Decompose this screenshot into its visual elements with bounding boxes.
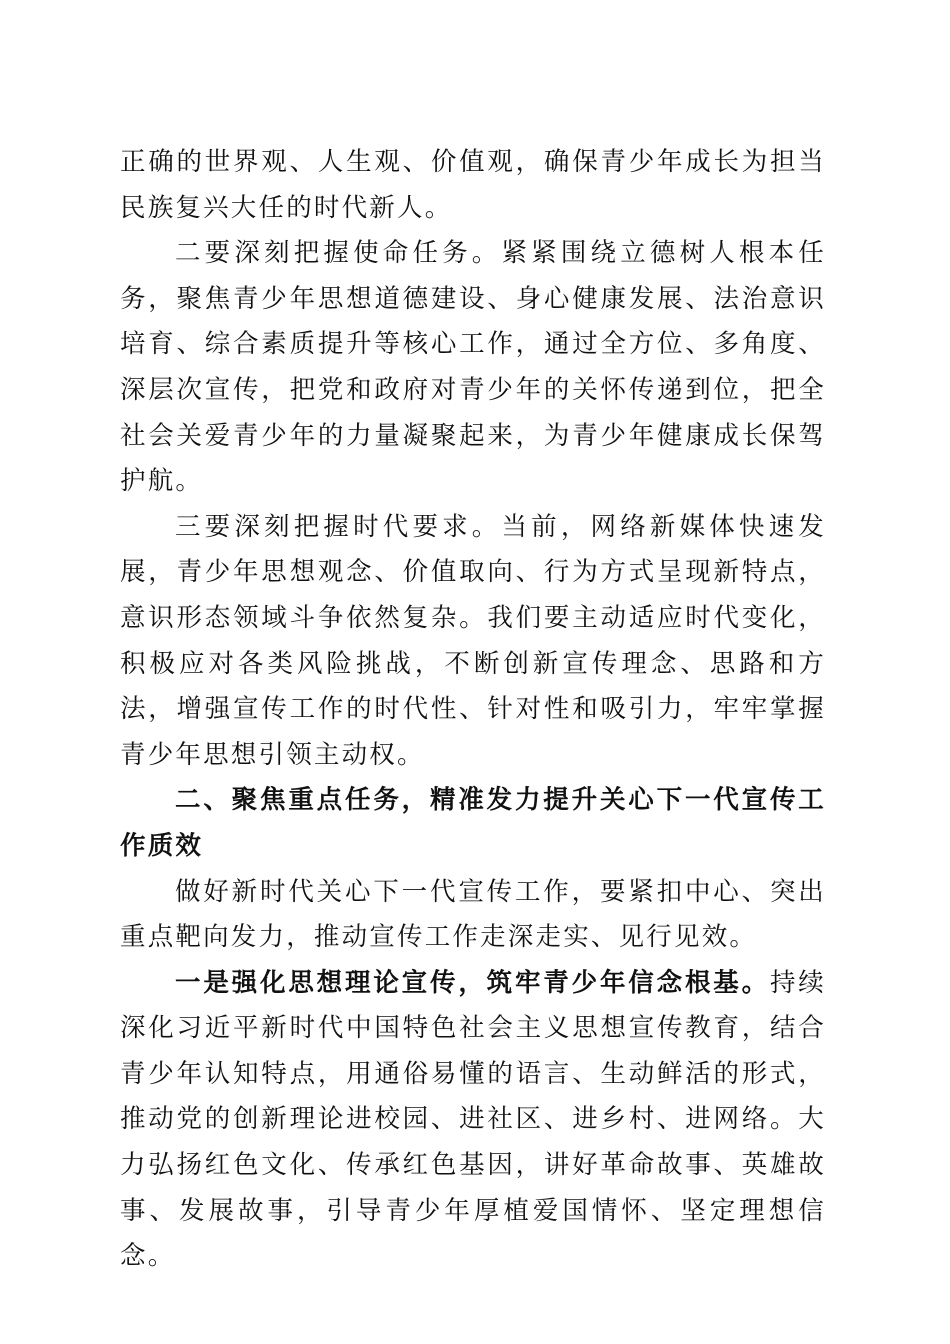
paragraph-theory-publicity: [120, 961, 826, 1280]
paragraph-era-requirement: 三要深刻把握时代要求。当前，网络新媒体快速发展，青少年思想观念、价值取向、行为方式呈现新特点，意识形态领域斗争依然复杂。我们要主动适应时代变化，积极应对各类风险挑战，不断创新宣传理念、思路和方法，增强宣传工作的时代性、针对性和吸引力，牢牢掌握青少年思想引领主动权。: [120, 511, 826, 770]
paragraph-lead-sentence: 一是强化思想理论宣传，筑牢青少年信念根基。: [175, 967, 770, 998]
paragraph-mission-task: 二要深刻把握使命任务。紧紧围绕立德树人根本任务，聚焦青少年思想道德建设、身心健康发展、法治意识培育、综合素质提升等核心工作，通过全方位、多角度、深层次宣传，把党和政府对青少年的关怀传递到位，把全社会关爱青少年的力量凝聚起来，为青少年健康成长保驾护航。: [120, 238, 826, 497]
paragraph-body-text: 持续深化习近平新时代中国特色社会主义思想宣传教育，结合青少年认知特点，用通俗易懂的语言、生动鲜活的形式，推动党的创新理论进校园、进社区、进乡村、进网络。大力弘扬红色文化、传承红色基因，讲好革命故事、英雄故事、发展故事，引导青少年厚植爱国情怀、坚定理想信念。: [120, 967, 827, 1272]
section-heading: 二、聚焦重点任务，精准发力提升关心下一代宣传工作质效: [120, 785, 826, 861]
document-body: [120, 140, 826, 1280]
paragraph-section-intro: 做好新时代关心下一代宣传工作，要紧扣中心、突出重点靶向发力，推动宣传工作走深走实、见行见效。: [120, 876, 826, 953]
paragraph-continuation: 正确的世界观、人生观、价值观，确保青少年成长为担当民族复兴大任的时代新人。: [120, 147, 826, 223]
